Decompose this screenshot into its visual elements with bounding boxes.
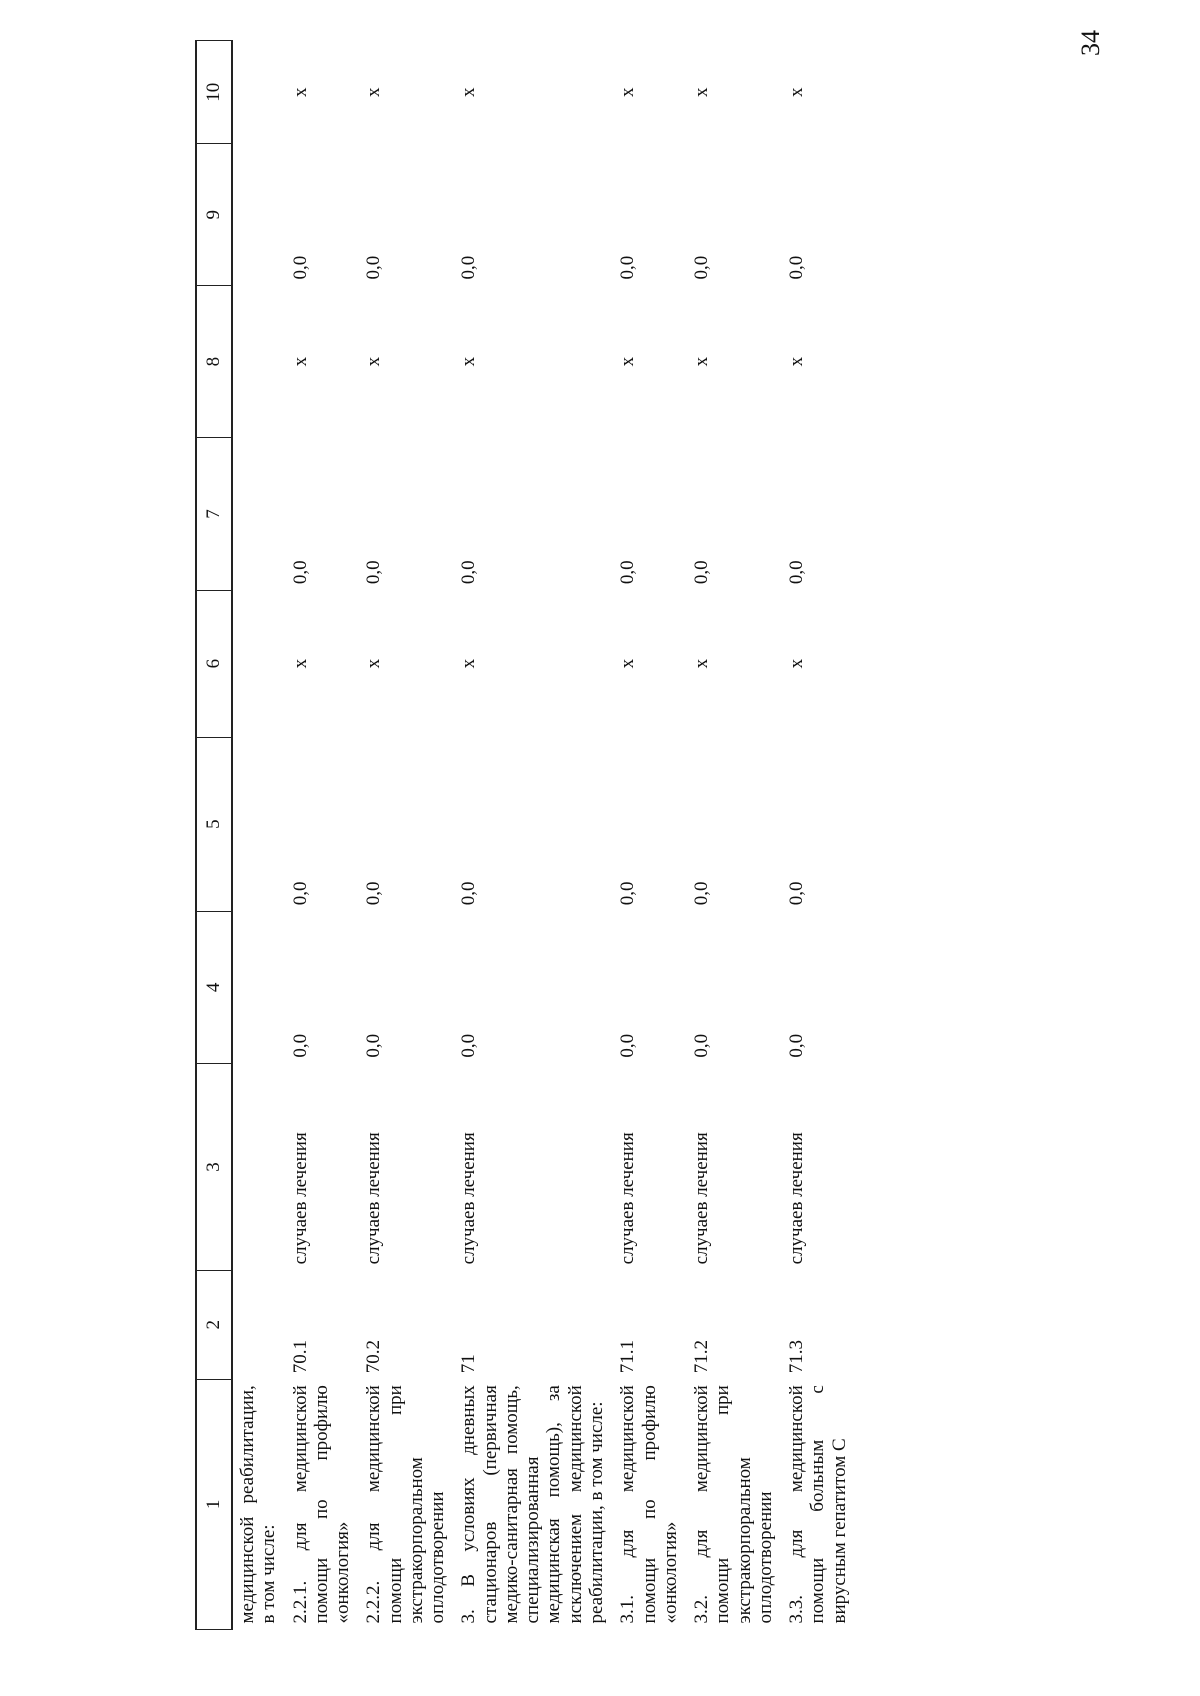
column-header: 7 bbox=[196, 438, 232, 590]
table-row bbox=[613, 41, 687, 1630]
table-row bbox=[454, 41, 613, 1630]
table-header-row bbox=[196, 41, 232, 1630]
column-header: 6 bbox=[196, 590, 232, 737]
value-col-10: x bbox=[289, 87, 311, 97]
value-col-10: x bbox=[786, 87, 808, 97]
column-header: 5 bbox=[196, 737, 232, 911]
value-col-7: 0,0 bbox=[458, 560, 480, 585]
value-col-7 bbox=[232, 438, 286, 590]
value-col-9: 0,0 bbox=[363, 255, 385, 280]
column-header: 8 bbox=[196, 285, 232, 437]
value-col-4: 0,0 bbox=[363, 1033, 385, 1058]
column-header: 3 bbox=[196, 1064, 232, 1271]
value-col-9: 0,0 bbox=[458, 255, 480, 280]
column-header: 9 bbox=[196, 144, 232, 285]
row-code: 71.1 bbox=[617, 1339, 639, 1374]
column-header: 10 bbox=[196, 41, 232, 144]
value-col-7: 0,0 bbox=[786, 560, 808, 585]
row-unit bbox=[232, 1064, 286, 1271]
row-unit: случаев лечения bbox=[786, 1132, 808, 1265]
column-header: 4 bbox=[196, 911, 232, 1063]
row-name: 3.1. для медицинской помощи по профилю «онкология» bbox=[617, 1385, 681, 1624]
value-col-8 bbox=[232, 285, 286, 437]
row-unit: случаев лечения bbox=[617, 1132, 639, 1265]
value-col-10: x bbox=[691, 87, 713, 97]
row-name: 2.2.1. для медицинской помощи по профилю «онкология» bbox=[289, 1385, 354, 1624]
value-col-5: 0,0 bbox=[691, 881, 713, 906]
table-row bbox=[286, 41, 360, 1630]
value-col-4: 0,0 bbox=[458, 1033, 480, 1058]
row-code bbox=[232, 1270, 286, 1379]
value-col-8: x bbox=[363, 356, 385, 367]
value-col-4: 0,0 bbox=[786, 1033, 808, 1058]
row-name: 3.2. для медицинской помощи при экстракорпоральном оплодотворении bbox=[691, 1385, 776, 1624]
value-col-10: x bbox=[363, 87, 385, 97]
value-col-5: 0,0 bbox=[458, 881, 480, 906]
row-code: 70.1 bbox=[289, 1339, 311, 1374]
value-col-6: x bbox=[458, 658, 480, 669]
row-unit: случаев лечения bbox=[289, 1132, 311, 1265]
value-col-5: 0,0 bbox=[617, 881, 639, 906]
value-col-4: 0,0 bbox=[617, 1033, 639, 1058]
value-col-4: 0,0 bbox=[289, 1033, 311, 1058]
value-col-6: x bbox=[691, 658, 713, 669]
row-code: 71.3 bbox=[786, 1339, 808, 1374]
value-col-8: x bbox=[691, 356, 713, 367]
value-col-5: 0,0 bbox=[363, 881, 385, 906]
value-col-4 bbox=[232, 911, 286, 1063]
value-col-10: x bbox=[617, 87, 639, 97]
value-col-9 bbox=[232, 144, 286, 285]
value-col-9: 0,0 bbox=[289, 255, 311, 280]
value-col-10 bbox=[232, 41, 286, 144]
value-col-8: x bbox=[458, 356, 480, 367]
value-col-9: 0,0 bbox=[617, 255, 639, 280]
table-row bbox=[687, 41, 782, 1630]
value-col-7: 0,0 bbox=[617, 560, 639, 585]
value-col-8: x bbox=[289, 356, 311, 367]
value-col-10: x bbox=[458, 87, 480, 97]
table-row bbox=[782, 41, 856, 1630]
column-header: 2 bbox=[196, 1270, 232, 1379]
value-col-5: 0,0 bbox=[289, 881, 311, 906]
value-col-6: x bbox=[617, 658, 639, 669]
row-unit: случаев лечения bbox=[363, 1132, 385, 1265]
row-unit: случаев лечения bbox=[458, 1132, 480, 1265]
rotated-table-container bbox=[195, 40, 1015, 1630]
page-number: 34 bbox=[1076, 30, 1105, 56]
value-col-6: x bbox=[786, 658, 808, 669]
value-col-8: x bbox=[617, 356, 639, 367]
value-col-5: 0,0 bbox=[786, 881, 808, 906]
row-code: 70.2 bbox=[363, 1339, 385, 1374]
value-col-7: 0,0 bbox=[691, 560, 713, 585]
value-col-8: x bbox=[786, 356, 808, 367]
row-name: 3.3. для медицинской помощи больным с вирусным гепатитом С bbox=[786, 1385, 850, 1624]
table-row bbox=[232, 41, 286, 1630]
row-code: 71 bbox=[458, 1354, 480, 1374]
value-col-5 bbox=[232, 737, 286, 911]
row-unit: случаев лечения bbox=[691, 1132, 713, 1265]
row-name: 2.2.2. для медицинской помощи при экстракорпоральном оплодотворении bbox=[363, 1385, 449, 1624]
value-col-7: 0,0 bbox=[363, 560, 385, 585]
row-name: 3. В условиях дневных стационаров (первичная медико-санитарная помощь, специализированная медицинская помощь), за исключением медицинской реабилитации, в том числе: bbox=[458, 1385, 607, 1624]
data-table bbox=[195, 40, 856, 1630]
table-body bbox=[232, 41, 856, 1630]
value-col-4: 0,0 bbox=[691, 1033, 713, 1058]
value-col-9: 0,0 bbox=[691, 255, 713, 280]
row-name: медицинской реабилитации, в том числе: bbox=[237, 1385, 280, 1624]
row-code: 71.2 bbox=[691, 1339, 713, 1374]
value-col-9: 0,0 bbox=[786, 255, 808, 280]
column-header: 1 bbox=[196, 1379, 232, 1629]
value-col-6: x bbox=[289, 658, 311, 669]
value-col-6: x bbox=[363, 658, 385, 669]
value-col-7: 0,0 bbox=[289, 560, 311, 585]
value-col-6 bbox=[232, 590, 286, 737]
table-row bbox=[359, 41, 454, 1630]
